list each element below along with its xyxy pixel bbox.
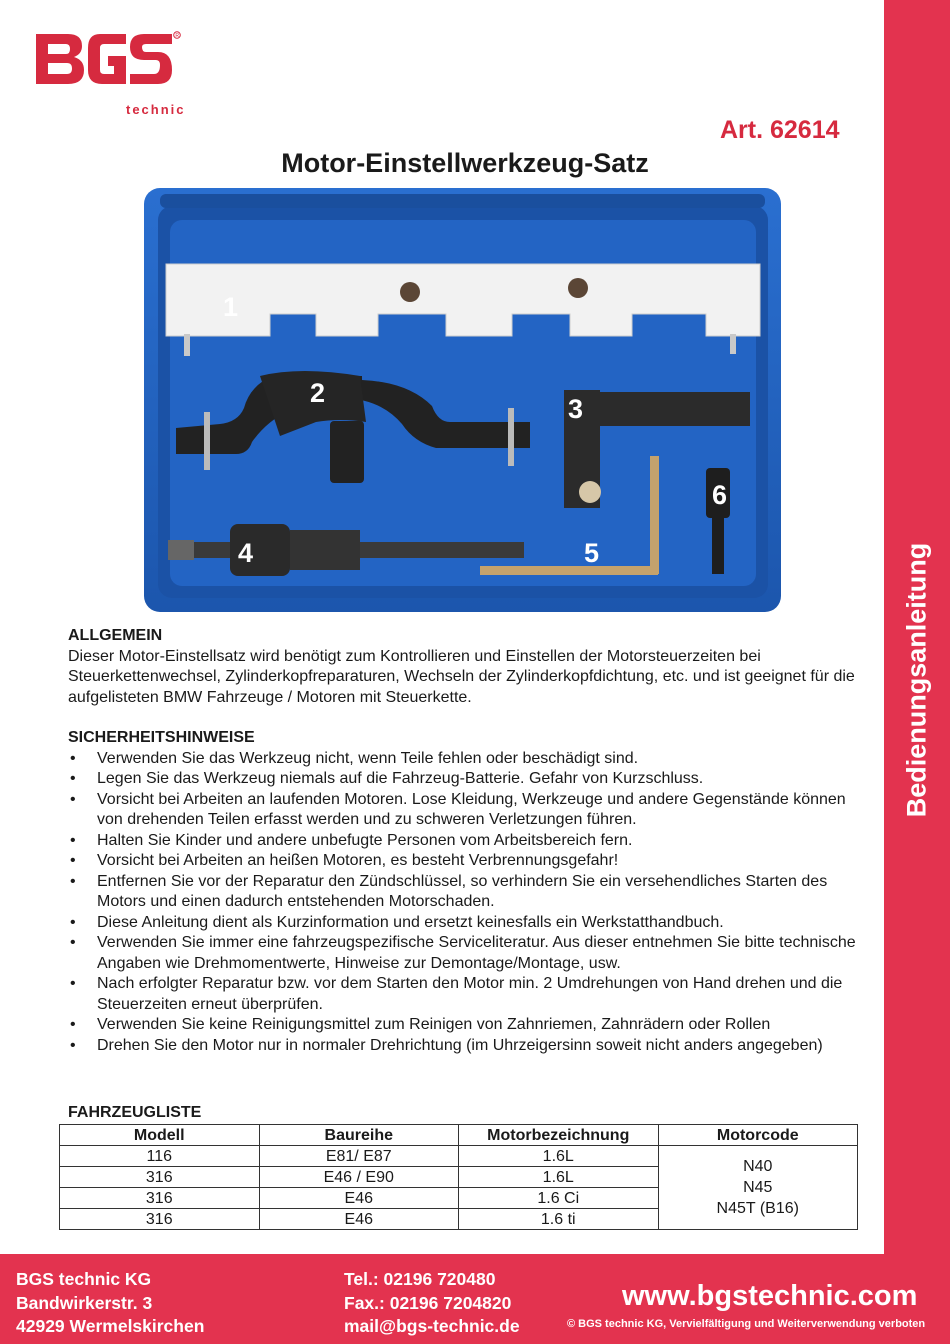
bgs-logo-mark: [34, 26, 184, 92]
side-label-text: Bedienungsanleitung: [901, 542, 932, 818]
table-cell: 316: [60, 1167, 260, 1188]
safety-item: • Entfernen Sie vor der Reparatur den Zündschlüssel, so verhindern Sie ein versehendliches Starten des Motors und einen dadurch entstehenden Motorschaden.: [68, 872, 868, 913]
safety-item: • Vorsicht bei Arbeiten an laufenden Motoren. Lose Kleidung, Werkzeuge und andere Gegenstände können von drehenden Teilen erfasst werden und zu schweren Verletzungen führen.: [68, 790, 868, 831]
motorcode: N40: [743, 1158, 773, 1175]
motorcode: N45T (B16): [716, 1200, 799, 1217]
footer-city: 42929 Wermelskirchen: [16, 1316, 205, 1336]
label-5: 5: [584, 538, 600, 568]
safety-item: • Verwenden Sie immer eine fahrzeugspezifische Serviceliteratur. Aus dieser entnehmen Sie bitte technische Angaben wie Drehmomentwerte, Hinweise zur Demontage/Montage, usw.: [68, 933, 868, 974]
label-4: 4: [238, 538, 254, 568]
svg-text:R: R: [175, 33, 180, 39]
general-text: Dieser Motor-Einstellsatz wird benötigt zum Kontrollieren und Einstellen der Motorsteuerzeiten bei Steuerkettenwechsel, Zylinderkopfreparaturen, Wechseln der Zylinderkopfdichtung, etc. und ist geeignet für die aufgelisteten BMW Fahrzeuge / Motoren mit Steuerkette.: [68, 647, 855, 706]
table-cell: 316: [60, 1209, 260, 1230]
table-cell: 1.6 ti: [459, 1209, 659, 1230]
safety-item: • Verwenden Sie keine Reinigungsmittel zum Reinigen von Zahnriemen, Zahnrädern oder Rollen: [68, 1015, 868, 1036]
safety-item: • Halten Sie Kinder und andere unbefugte Personen vom Arbeitsbereich fern.: [68, 831, 868, 852]
table-cell: E81/ E87: [259, 1146, 459, 1167]
page-title: Motor-Einstellwerkzeug-Satz: [281, 148, 649, 178]
safety-item: • Diese Anleitung dient als Kurzinformation und ersetzt keinesfalls ein Werkstatthandbuch.: [68, 913, 868, 934]
footer-fax: Fax.: 02196 7204820: [344, 1292, 512, 1313]
footer-contact: [344, 1268, 520, 1339]
table-cell: E46 / E90: [259, 1167, 459, 1188]
safety-item: • Verwenden Sie das Werkzeug nicht, wenn Teile fehlen oder beschädigt sind.: [68, 749, 868, 770]
table-cell: 316: [60, 1188, 260, 1209]
motorcode: N45: [743, 1179, 773, 1196]
label-2: 2: [310, 378, 326, 408]
bgs-logo: [34, 26, 186, 117]
column-header: Motorcode: [658, 1125, 858, 1146]
motorcode-cell: [658, 1146, 858, 1230]
safety-list: [68, 749, 868, 1057]
table-row: [60, 1146, 858, 1167]
vehicle-list-heading: FAHRZEUGLISTE: [68, 1104, 202, 1121]
general-heading: ALLGEMEIN: [68, 627, 163, 644]
table-cell: 116: [60, 1146, 260, 1167]
logo-subtitle: technic: [126, 102, 186, 117]
table-cell: E46: [259, 1209, 459, 1230]
column-header: Baureihe: [259, 1125, 459, 1146]
footer-street: Bandwirkerstr. 3: [16, 1292, 153, 1313]
footer-company: BGS technic KG: [16, 1269, 152, 1289]
table-cell: 1.6L: [459, 1146, 659, 1167]
footer-website[interactable]: www.bgstechnic.com: [622, 1280, 918, 1312]
vehicle-table: [59, 1124, 858, 1230]
safety-item: • Legen Sie das Werkzeug niemals auf die Fahrzeug-Batterie. Gefahr von Kurzschluss.: [68, 769, 868, 790]
footer-address: [16, 1268, 204, 1339]
table-cell: E46: [259, 1188, 459, 1209]
label-1: 1: [223, 292, 239, 322]
footer-copyright: © BGS technic KG, Vervielfältigung und Weiterverwendung verboten: [567, 1318, 926, 1330]
safety-heading: SICHERHEITSHINWEISE: [68, 729, 255, 746]
tool-case-illustration: [140, 186, 785, 616]
column-header: Modell: [60, 1125, 260, 1146]
instructions-body: [68, 626, 868, 1056]
table-cell: 1.6L: [459, 1167, 659, 1188]
product-photo: [140, 186, 785, 616]
safety-item: • Drehen Sie den Motor nur in normaler Drehrichtung (im Uhrzeigersinn soweit nicht anders angegeben): [68, 1036, 868, 1057]
footer: [0, 1254, 950, 1344]
safety-item: • Vorsicht bei Arbeiten an heißen Motoren, es besteht Verbrennungsgefahr!: [68, 851, 868, 872]
label-3: 3: [568, 394, 584, 424]
safety-item: • Nach erfolgter Reparatur bzw. vor dem Starten den Motor min. 2 Umdrehungen von Hand drehen und die Steuerzeiten erneut überprüfen.: [68, 974, 868, 1015]
footer-phone: Tel.: 02196 720480: [344, 1269, 496, 1289]
table-cell: 1.6 Ci: [459, 1188, 659, 1209]
table-header-row: [60, 1125, 858, 1146]
article-number: Art. 62614: [720, 116, 840, 144]
footer-email[interactable]: mail@bgs-technic.de: [344, 1316, 520, 1336]
label-6: 6: [712, 480, 728, 510]
column-header: Motorbezeichnung: [459, 1125, 659, 1146]
